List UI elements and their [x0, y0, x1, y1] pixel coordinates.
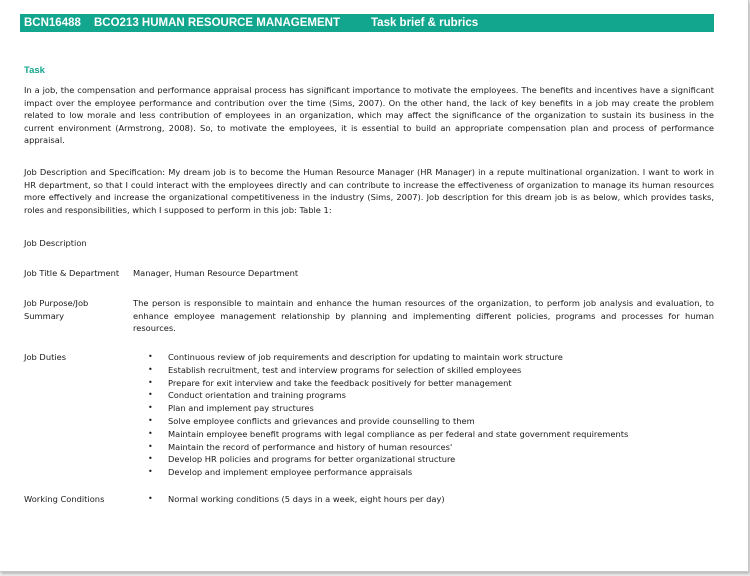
list-item: • Maintain the record of performance and history of human resources'	[148, 441, 453, 452]
job-description-heading: Job Description	[24, 238, 87, 248]
list-item: • Solve employee conflicts and grievances and provide counselling to them	[148, 415, 475, 426]
working-conditions-list	[148, 493, 445, 506]
header-bar	[20, 14, 714, 32]
bullet-icon: •	[148, 364, 153, 374]
bullet-icon: •	[148, 428, 153, 438]
list-item: • Prepare for exit interview and take the feedback positively for better management	[148, 377, 512, 388]
job-title-label: Job Title & Department	[24, 268, 120, 278]
job-purpose-value: The person is responsible to maintain and enhance the human resources of the organization, to perform job analysis and evaluation, to enhance employee management relationship by planning and implementing different policies, programs and processes for human resources.	[133, 298, 714, 334]
task-heading: Task	[24, 65, 45, 76]
bullet-icon: •	[148, 352, 153, 361]
course-code: BCN16488	[24, 17, 81, 29]
list-item: • Normal working conditions (5 days in a week, eight hours per day)	[148, 494, 445, 504]
list-item: • Conduct orientation and training programs	[148, 390, 346, 401]
list-item: • Develop HR policies and programs for better organizational structure	[148, 454, 456, 465]
list-item: • Continuous review of job requirements and description for updating to maintain work structure	[148, 352, 563, 362]
job-duties-list	[148, 351, 628, 479]
task-paragraph-1: In a job, the compensation and performance appraisal process has significant importance to motivate the employees. The benefits and incentives have a significant impact over the employee performance and contribution over the time (Sims, 2007). On the other hand, the lack of key benefits in a job may create the problem related to low morale and less contribution of employees in an organization, which may affect the significance of the organization to sustain its business in the current environment (Armstrong, 2008). So, to motivate the employees, it is essential to build an appropriate compensation plan and process of performance appraisal.	[24, 85, 714, 146]
list-item: • Establish recruitment, test and interview programs for selection of skilled employees	[148, 364, 522, 375]
bullet-icon: •	[148, 454, 153, 464]
bullet-icon: •	[148, 390, 153, 400]
bullet-icon: •	[148, 467, 153, 477]
brief-title: Task brief & rubrics	[371, 17, 479, 29]
working-conditions-label: Working Conditions	[24, 494, 105, 504]
list-item: • Maintain employee benefit programs with legal compliance as per federal and state government requirements	[148, 428, 629, 439]
bullet-icon: •	[148, 377, 153, 387]
task-paragraph-2: Job Description and Specification: My dream job is to become the Human Resource Manager (HR Manager) in a repute multinational organization. I want to work in HR department, so that I could interact with the employees directly and can contribute to increase the effectiveness of organization to manage its human resources more effectively and increase the organizational competitiveness in the industry (Sims, 2007). Job description for this dream job is as below, which provides tasks, roles and responsibilities, which I supposed to perform in this job: Table 1:	[24, 167, 714, 215]
bullet-icon: •	[148, 441, 153, 451]
bullet-icon: •	[148, 403, 153, 413]
bullet-icon: •	[148, 415, 153, 425]
job-title-value: Manager, Human Resource Department	[133, 268, 299, 278]
course-title: BCO213 HUMAN RESOURCE MANAGEMENT	[94, 17, 340, 29]
bullet-icon: •	[148, 494, 153, 503]
job-purpose-label: Job Purpose/Job Summary	[24, 298, 89, 321]
list-item: • Plan and implement pay structures	[148, 403, 314, 414]
job-duties-label: Job Duties	[24, 352, 67, 362]
list-item: • Develop and implement employee performance appraisals	[148, 467, 413, 478]
